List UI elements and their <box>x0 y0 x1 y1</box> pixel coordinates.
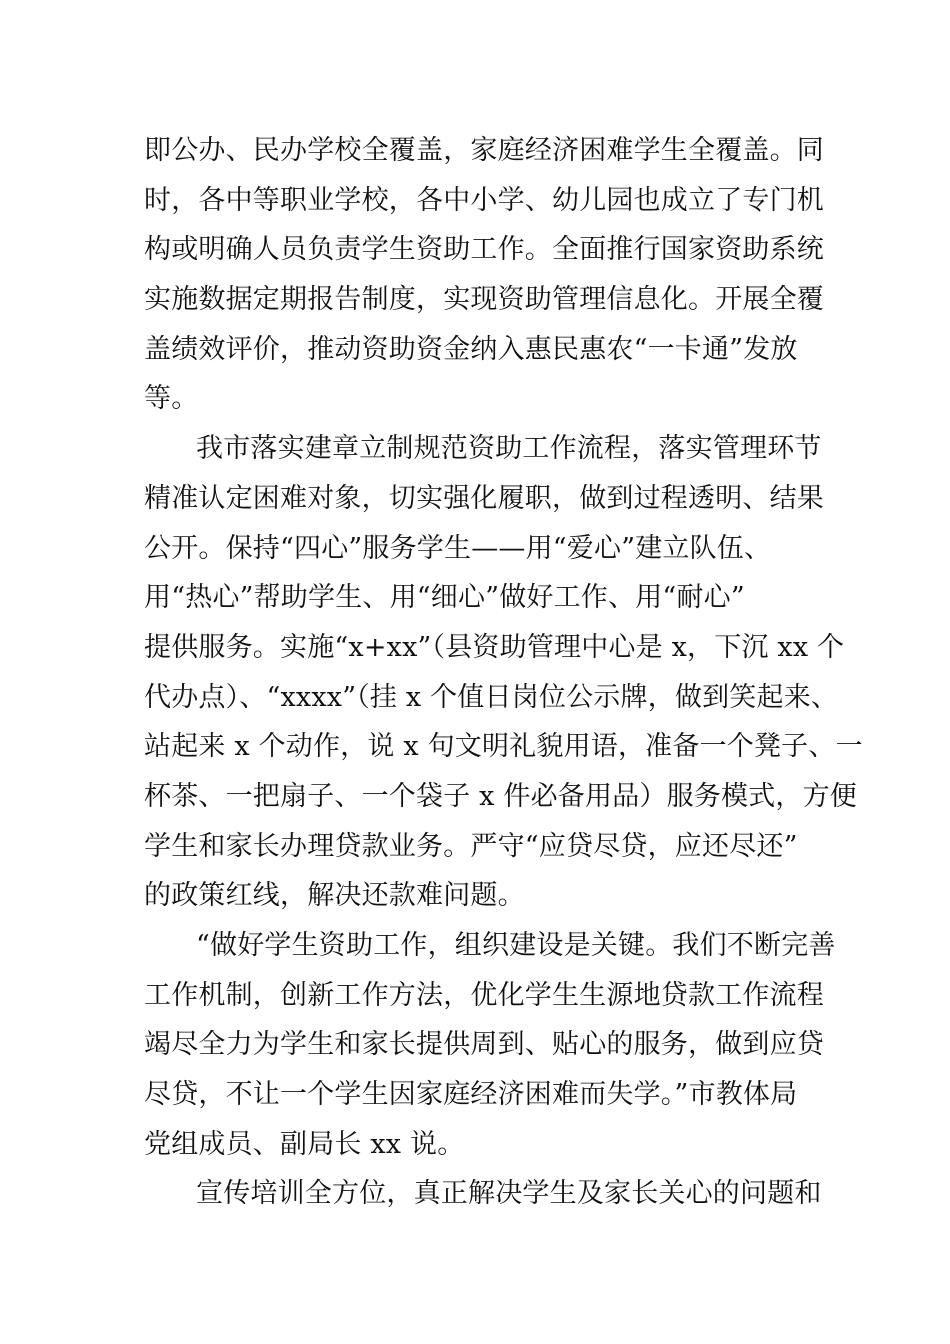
document-body <box>144 126 863 1219</box>
text-line: 构或明确人员负责学生资助工作。全面推行国家资助系统 <box>144 234 824 266</box>
text-line: 党组成员、副局长 xx 说。 <box>144 1128 465 1160</box>
text-line: 时，各中等职业学校，各中小学、幼儿园也成立了专门机 <box>144 184 824 216</box>
text-line: 工作机制，创新工作方法，优化学生生源地贷款工作流程 <box>144 979 824 1011</box>
text-line: 的政策红线，解决还款难问题。 <box>144 880 525 912</box>
text-line: 公开。保持“四心”服务学生——用“爱心”建立队伍、 <box>144 532 772 564</box>
text-line: 代办点）、“xxxx”（挂 x 个值日岗位公示牌，做到笑起来、 <box>144 681 839 713</box>
text-line: 学生和家长办理贷款业务。严守“应贷尽贷，应还尽还” <box>144 830 798 862</box>
text-line: 实施数据定期报告制度，实现资助管理信息化。开展全覆 <box>144 284 824 316</box>
text-line: 即公办、民办学校全覆盖，家庭经济困难学生全覆盖。同 <box>144 135 824 166</box>
text-line: 提供服务。实施“x+xx”（县资助管理中心是 x，下沉 xx 个 <box>144 631 845 663</box>
text-line: 站起来 x 个动作，说 x 句文明礼貌用语，准备一个凳子、一 <box>144 731 863 763</box>
text-line: 杯茶、一把扇子、一个袋子 x 件必备用品）服务模式，方便 <box>144 780 857 812</box>
paragraph-first-line: 宣传培训全方位，真正解决学生及家长关心的问题和 <box>196 1178 822 1210</box>
text-line: 盖绩效评价，推动资助资金纳入惠民惠农“一卡通”发放 <box>144 333 798 365</box>
text-line: 用“热心”帮助学生、用“细心”做好工作、用“耐心” <box>144 582 745 614</box>
paragraph-first-line: 我市落实建章立制规范资助工作流程，落实管理环节 <box>196 433 822 465</box>
text-line: 等。 <box>144 383 199 415</box>
text-line: 尽贷，不让一个学生因家庭经济困难而失学。”市教体局 <box>144 1079 798 1111</box>
text-line: 精准认定困难对象，切实强化履职，做到过程透明、结果 <box>144 482 824 514</box>
text-line: 竭尽全力为学生和家长提供周到、贴心的服务，做到应贷 <box>144 1029 824 1061</box>
paragraph-first-line: “做好学生资助工作，组织建设是关键。我们不断完善 <box>196 930 836 961</box>
